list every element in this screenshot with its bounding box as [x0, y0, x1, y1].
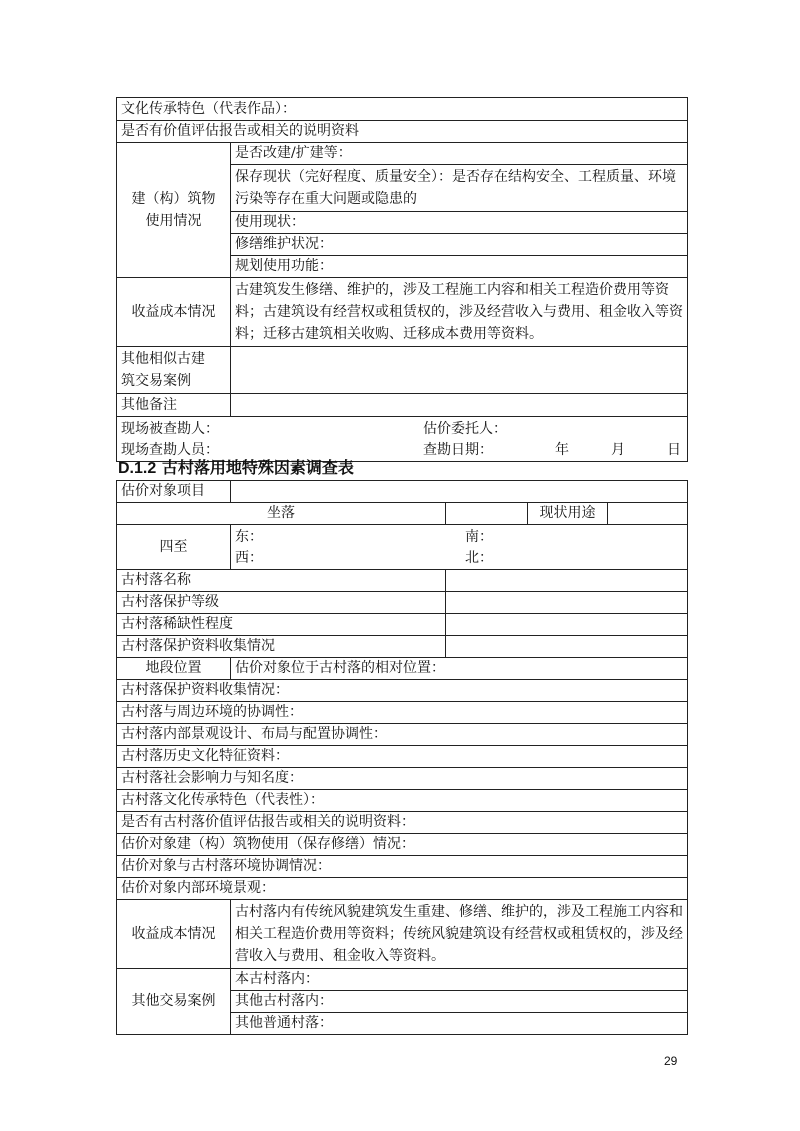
building-use-item: 保存现状（完好程度、质量安全）：是否存在结构安全、工程质量、环境污染等存在重大问题或隐患的: [231, 165, 688, 212]
table-row: [117, 143, 688, 165]
income-cost-text: 古村落内有传统风貌建筑发生重建、修缮、维护的，涉及工程施工内容和相关工程造价费用等资料；传统风貌建筑设有经营权或租赁权的，涉及经营收入与费用、租金收入等资料。: [231, 900, 688, 969]
table-row: [117, 812, 688, 834]
table-row: [117, 790, 688, 812]
protection-level-label: 古村落保护等级: [117, 592, 446, 614]
survey-row: 古村落保护资料收集情况：: [117, 680, 688, 702]
building-use-item: 修缮维护状况：: [231, 234, 688, 256]
table-row: [117, 347, 688, 394]
table-row: [117, 614, 688, 636]
month-label: 月: [611, 442, 625, 458]
table-row: [117, 636, 688, 658]
south-boundary: 南：: [465, 529, 493, 545]
survey-row: 估价对象与古村落环境协调情况：: [117, 856, 688, 878]
survey-row: 古村落历史文化特征资料：: [117, 746, 688, 768]
other-case-item: 其他古村落内：: [231, 991, 688, 1013]
section-title-text: 古村落用地特殊因素调查表: [161, 458, 354, 477]
survey-row: 古村落社会影响力与知名度：: [117, 768, 688, 790]
building-use-item: 是否改建/扩建等：: [231, 143, 688, 165]
ancient-building-survey-table: [116, 97, 688, 462]
table-row: [117, 394, 688, 417]
scarcity-value: [446, 614, 688, 636]
plot-position-text: 估价对象位于古村落的相对位置：: [231, 658, 688, 680]
table-row: [117, 878, 688, 900]
table-row: [117, 680, 688, 702]
location-label: 坐落: [117, 503, 446, 525]
east-boundary: 东：: [235, 529, 263, 545]
income-cost-text: 古建筑发生修缮、维护的，涉及工程施工内容和相关工程造价费用等资料；古建筑设有经营权或租赁权的，涉及经营收入与费用、租金收入等资料；迁移古建筑相关收购、迁移成本费用等资料。: [231, 278, 688, 347]
income-cost-label: 收益成本情况: [117, 278, 231, 347]
table-row: [117, 570, 688, 592]
west-boundary: 西：: [235, 550, 263, 566]
scarcity-label: 古村落稀缺性程度: [117, 614, 446, 636]
value-report-row: 是否有价值评估报告或相关的说明资料: [117, 121, 688, 143]
table-row: [117, 724, 688, 746]
survey-row: 是否有古村落价值评估报告或相关的说明资料：: [117, 812, 688, 834]
object-item-value: [231, 481, 688, 503]
table-row: [117, 503, 688, 525]
table-row: [117, 702, 688, 724]
village-name-label: 古村落名称: [117, 570, 446, 592]
north-boundary: 北：: [465, 550, 493, 566]
survey-row: 古村落与周边环境的协调性：: [117, 702, 688, 724]
day-label: 日: [667, 442, 681, 458]
client-label: 估价委托人：: [423, 421, 507, 437]
table-row: [117, 900, 688, 969]
table-row: [117, 834, 688, 856]
location-value: [446, 503, 528, 525]
table-row: [117, 658, 688, 680]
surveyed-person-label: 现场被查勘人：: [121, 421, 219, 437]
table-row: [117, 768, 688, 790]
table-row: [117, 969, 688, 991]
other-cases-label: 其他交易案例: [117, 969, 231, 1035]
similar-cases-value: [231, 347, 688, 394]
table-row: [117, 592, 688, 614]
building-use-label: [117, 143, 231, 278]
table-row: [117, 121, 688, 143]
protection-data-value: [446, 636, 688, 658]
survey-row: 估价对象建（构）筑物使用（保存修缮）情况：: [117, 834, 688, 856]
survey-row: 估价对象内部环境景观：: [117, 878, 688, 900]
table-row: [117, 856, 688, 878]
protection-level-value: [446, 592, 688, 614]
page-number: 29: [664, 1054, 678, 1068]
survey-staff-label: 现场查勘人员：: [121, 442, 219, 458]
table-row: [117, 278, 688, 347]
survey-row: 古村落文化传承特色（代表性）：: [117, 790, 688, 812]
year-label: 年: [555, 442, 569, 458]
section-number: D.1.2: [118, 460, 157, 477]
label-line: 筑交易案例: [121, 373, 191, 389]
section-title: [118, 455, 354, 478]
village-name-value: [446, 570, 688, 592]
table-row: [117, 525, 688, 570]
boundaries-values: [231, 525, 688, 570]
table-row: [117, 98, 688, 121]
current-use-label: 现状用途: [528, 503, 608, 525]
survey-row: 古村落内部景观设计、布局与配置协调性：: [117, 724, 688, 746]
survey-date-label: 查勘日期：: [423, 442, 493, 458]
label-line: 使用情况: [145, 213, 202, 229]
ancient-village-survey-table: [116, 480, 688, 1035]
label-line: 其他相似古建: [121, 351, 205, 367]
other-case-item: 本古村落内：: [231, 969, 688, 991]
building-use-item: 使用现状：: [231, 212, 688, 234]
table-row: [117, 481, 688, 503]
other-case-item: 其他普通村落：: [231, 1013, 688, 1035]
building-use-item: 规划使用功能：: [231, 256, 688, 278]
object-item-label: 估价对象项目: [117, 481, 231, 503]
protection-data-label: 古村落保护资料收集情况: [117, 636, 446, 658]
current-use-value: [608, 503, 688, 525]
label-line: 建（构）筑物: [131, 191, 216, 207]
similar-cases-label: [117, 347, 231, 394]
plot-position-label: 地段位置: [117, 658, 231, 680]
table-row: [117, 746, 688, 768]
other-notes-value: [231, 394, 688, 417]
other-notes-label: 其他备注: [117, 394, 231, 417]
income-cost-label: 收益成本情况: [117, 900, 231, 969]
culture-row: 文化传承特色（代表作品）：: [117, 98, 688, 121]
boundaries-label: 四至: [117, 525, 231, 570]
